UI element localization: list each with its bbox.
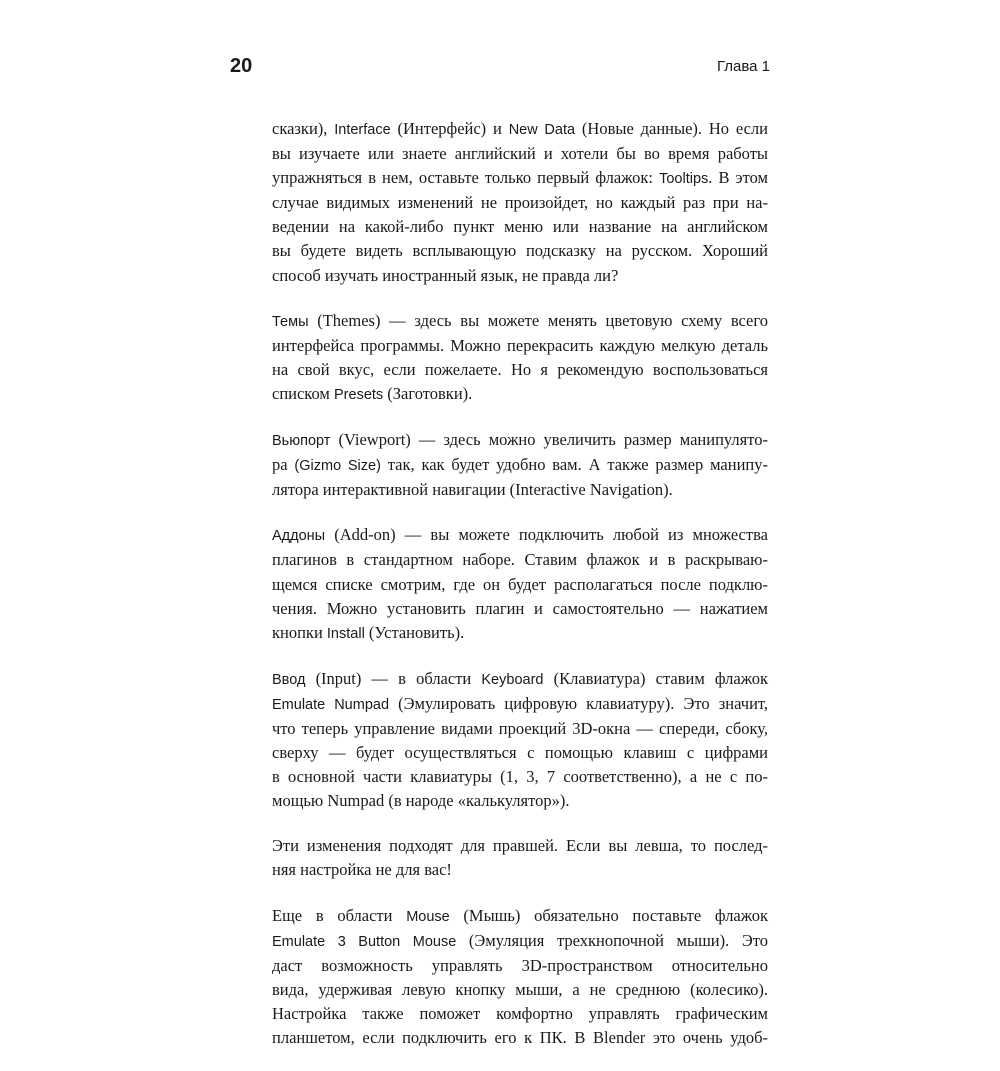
paragraph xyxy=(272,904,768,1051)
ui-term: Темы xyxy=(272,313,309,330)
text-line xyxy=(272,142,768,166)
text-line xyxy=(272,382,768,407)
text-run: Настройка также поможет комфортно управлять графическим xyxy=(272,1003,768,1023)
text-line xyxy=(272,428,768,453)
text-run: (Эмуляция трехкнопочной мыши). Это xyxy=(456,930,768,950)
ui-term: Presets xyxy=(334,386,384,403)
ui-term: Emulate Numpad xyxy=(272,696,390,713)
text-run: (Themes) — здесь вы можете менять цветовую схему всего xyxy=(308,310,768,330)
text-line xyxy=(272,523,768,548)
ui-term: New Data xyxy=(508,122,576,138)
text-run: упражняться в нем, оставьте только первый флажок: xyxy=(272,168,660,188)
text-run: мощью Numpad (в народе «калькулятор»). xyxy=(272,791,570,811)
ui-term: Аддоны xyxy=(272,528,326,545)
text-run: (Заготовки). xyxy=(383,383,473,403)
text-line xyxy=(272,765,768,789)
text-line xyxy=(272,978,768,1002)
ui-term: Mouse xyxy=(406,908,450,925)
text-line xyxy=(272,834,768,858)
text-run: вы изучаете или знаете английский и хотели бы во время работы xyxy=(272,144,768,164)
text-run: няя настройка не для вас! xyxy=(272,860,452,880)
text-run: сказки), xyxy=(272,119,335,138)
text-line xyxy=(272,309,768,334)
text-run: сверху — будет осуществляться с помощью клавиш с цифрами xyxy=(272,743,768,763)
ui-term: Install xyxy=(326,625,365,642)
text-line xyxy=(272,334,768,358)
text-line xyxy=(272,789,768,813)
paragraph xyxy=(272,667,768,814)
text-run: (Новые данные). Но если xyxy=(575,119,768,138)
paragraph xyxy=(272,428,768,502)
text-run: чения. Можно установить плагин и самостоятельно — нажатием xyxy=(272,598,768,618)
paragraph xyxy=(272,117,768,288)
text-line xyxy=(272,597,768,621)
text-run: случае видимых изменений не произойдет, но каждый раз при на- xyxy=(272,193,768,213)
text-run: так, как будет удобно вам. А также размер манипу- xyxy=(380,455,768,475)
text-run: вида, удерживая левую кнопку мыши, а не среднюю (колесико). xyxy=(272,979,768,999)
text-run: списком xyxy=(272,383,334,403)
text-run: даст возможность управлять 3D-пространством относительно xyxy=(272,955,768,975)
text-run: ведении на какой-либо пункт меню или название на английском xyxy=(272,217,768,237)
text-line xyxy=(272,548,768,572)
ui-term: Keyboard xyxy=(481,671,544,688)
text-line xyxy=(272,573,768,597)
text-run: щемся списке смотрим, где он будет располагаться после подклю- xyxy=(272,574,768,594)
text-run: лятора интерактивной навигации (Interactive Navigation). xyxy=(272,480,673,500)
text-run: Еще в области xyxy=(272,905,407,925)
text-line xyxy=(272,692,768,717)
text-line xyxy=(272,621,768,646)
text-line xyxy=(272,954,768,978)
text-line xyxy=(272,264,768,288)
text-run: (Input) — в области xyxy=(305,668,482,688)
text-line xyxy=(272,741,768,765)
paragraph xyxy=(272,834,768,882)
text-run: (Viewport) — здесь можно увеличить размер манипулято- xyxy=(330,430,768,450)
text-line xyxy=(272,453,768,478)
text-line xyxy=(272,667,768,692)
text-run: (Интерфейс) и xyxy=(390,119,509,138)
text-run: (Клавиатура) ставим флажок xyxy=(543,668,768,688)
text-run: . В этом xyxy=(708,168,768,188)
text-run: на свой вкус, если пожелаете. Но я рекомендую воспользоваться xyxy=(272,359,768,379)
paragraph xyxy=(272,523,768,645)
text-run: (Эмулировать цифровую клавиатуру). Это значит, xyxy=(389,693,769,713)
text-line xyxy=(272,117,768,142)
text-run: (Установить). xyxy=(364,622,465,642)
ui-term: Tooltips xyxy=(659,171,709,188)
text-line xyxy=(272,478,768,502)
ui-term: Вьюпорт xyxy=(272,433,331,450)
chapter-running-head: Глава 1 xyxy=(716,58,770,75)
paragraph xyxy=(272,309,768,407)
text-run: Эти изменения подходят для правшей. Если вы левша, то послед- xyxy=(272,836,768,856)
text-line xyxy=(272,239,768,263)
text-run: что теперь управление видами проекций 3D-окна — спереди, сбоку, xyxy=(272,718,768,738)
text-line xyxy=(272,904,768,929)
body-text xyxy=(272,117,768,1071)
text-run: ра xyxy=(272,455,295,475)
text-line xyxy=(272,717,768,741)
text-line xyxy=(272,358,768,382)
ui-term: Emulate 3 Button Mouse xyxy=(272,933,457,950)
text-run: интерфейса программы. Можно перекрасить каждую мелкую деталь xyxy=(272,335,768,355)
text-run: вы будете видеть всплывающую подсказку на русском. Хороший xyxy=(272,241,768,261)
text-line xyxy=(272,1026,768,1050)
page-number: 20 xyxy=(230,55,253,77)
text-line xyxy=(272,166,768,191)
text-run: (Add-on) — вы можете подключить любой из множества xyxy=(325,525,768,545)
ui-term: Ввод xyxy=(272,671,306,688)
text-line xyxy=(272,929,768,954)
text-run: (Мышь) обязательно поставьте флажок xyxy=(449,905,769,925)
text-line xyxy=(272,215,768,239)
text-run: кнопки xyxy=(272,622,327,642)
ui-term: Interface xyxy=(334,122,391,138)
ui-term: (Gizmo Size) xyxy=(294,458,381,475)
text-run: планшетом, если подключить его к ПК. В Blender это очень удоб- xyxy=(272,1028,768,1047)
text-line xyxy=(272,191,768,215)
text-run: в основной части клавиатуры (1, 3, 7 соответственно), а не с по- xyxy=(272,767,768,787)
page-header xyxy=(230,54,770,78)
text-line xyxy=(272,1002,768,1026)
text-line xyxy=(272,858,768,882)
text-run: способ изучать иностранный язык, не правда ли? xyxy=(272,265,619,285)
text-run: плагинов в стандартном наборе. Ставим флажок и в раскрываю- xyxy=(272,550,768,570)
